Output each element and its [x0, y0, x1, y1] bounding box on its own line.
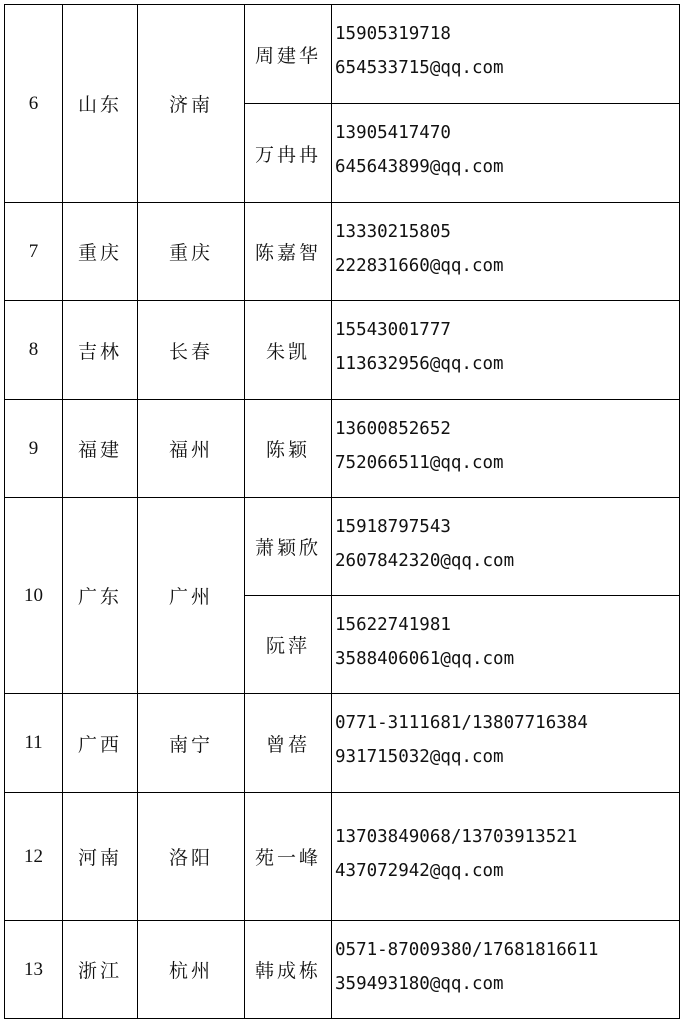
email-address: 359493180@qq.com: [335, 973, 504, 994]
email-address: 931715032@qq.com: [335, 747, 504, 767]
contact-info-cell: [332, 596, 680, 694]
row-number: 12: [5, 793, 63, 921]
row-number: 13: [5, 921, 63, 1019]
email-address: 2607842320@qq.com: [335, 550, 515, 571]
phone-number: 13905417470: [335, 123, 451, 143]
city-cell: 福州: [138, 400, 245, 498]
email-address: 437072942@qq.com: [335, 860, 504, 881]
province-cell: 浙江: [63, 921, 138, 1019]
province-cell: 广西: [63, 694, 138, 793]
table-row: [5, 793, 680, 921]
row-number: 10: [5, 498, 63, 694]
contact-info-cell: [332, 921, 680, 1019]
table-row: [5, 498, 680, 596]
contact-name-cell: 苑一峰: [245, 793, 332, 921]
contact-info-cell: [332, 301, 680, 400]
row-number: 9: [5, 400, 63, 498]
table-row: [5, 400, 680, 498]
email-address: 752066511@qq.com: [335, 452, 504, 473]
contact-name-cell: 陈嘉智: [245, 203, 332, 301]
row-number: 7: [5, 203, 63, 301]
table-row: [5, 301, 680, 400]
phone-number: 13703849068/13703913521: [335, 826, 578, 847]
phone-number: 13600852652: [335, 418, 451, 439]
row-number: 6: [5, 5, 63, 203]
contact-table: [4, 4, 680, 1019]
phone-number: 15543001777: [335, 320, 451, 340]
table-row: [5, 5, 680, 104]
contact-name-cell: 陈颖: [245, 400, 332, 498]
email-address: 3588406061@qq.com: [335, 648, 515, 669]
phone-number: 15905319718: [335, 24, 451, 44]
table-row: [5, 203, 680, 301]
province-cell: 福建: [63, 400, 138, 498]
email-address: 645643899@qq.com: [335, 157, 504, 177]
contact-name-cell: 朱凯: [245, 301, 332, 400]
city-cell: 杭州: [138, 921, 245, 1019]
contact-name-cell: 周建华: [245, 5, 332, 104]
contact-name-cell: 韩成栋: [245, 921, 332, 1019]
contact-info-cell: [332, 694, 680, 793]
province-cell: 广东: [63, 498, 138, 694]
province-cell: 山东: [63, 5, 138, 203]
table-row: [5, 694, 680, 793]
email-address: 654533715@qq.com: [335, 58, 504, 78]
phone-number: 0771-3111681/13807716384: [335, 713, 588, 733]
province-cell: 河南: [63, 793, 138, 921]
row-number: 8: [5, 301, 63, 400]
phone-number: 0571-87009380/17681816611: [335, 939, 599, 960]
province-cell: 重庆: [63, 203, 138, 301]
phone-number: 15918797543: [335, 516, 451, 537]
city-cell: 洛阳: [138, 793, 245, 921]
contact-info-cell: [332, 104, 680, 203]
contact-name-cell: 万冉冉: [245, 104, 332, 203]
contact-name-cell: 萧颖欣: [245, 498, 332, 596]
city-cell: 南宁: [138, 694, 245, 793]
email-address: 113632956@qq.com: [335, 354, 504, 374]
city-cell: 长春: [138, 301, 245, 400]
contact-info-cell: [332, 793, 680, 921]
table-row: [5, 921, 680, 1019]
contact-info-cell: [332, 5, 680, 104]
contact-info-cell: [332, 498, 680, 596]
phone-number: 13330215805: [335, 221, 451, 242]
contact-name-cell: 曾蓓: [245, 694, 332, 793]
contact-info-cell: [332, 400, 680, 498]
contact-name-cell: 阮萍: [245, 596, 332, 694]
phone-number: 15622741981: [335, 614, 451, 635]
contact-table-page: [4, 4, 679, 1019]
city-cell: 重庆: [138, 203, 245, 301]
city-cell: 广州: [138, 498, 245, 694]
contact-info-cell: [332, 203, 680, 301]
city-cell: 济南: [138, 5, 245, 203]
row-number: 11: [5, 694, 63, 793]
province-cell: 吉林: [63, 301, 138, 400]
email-address: 222831660@qq.com: [335, 255, 504, 276]
